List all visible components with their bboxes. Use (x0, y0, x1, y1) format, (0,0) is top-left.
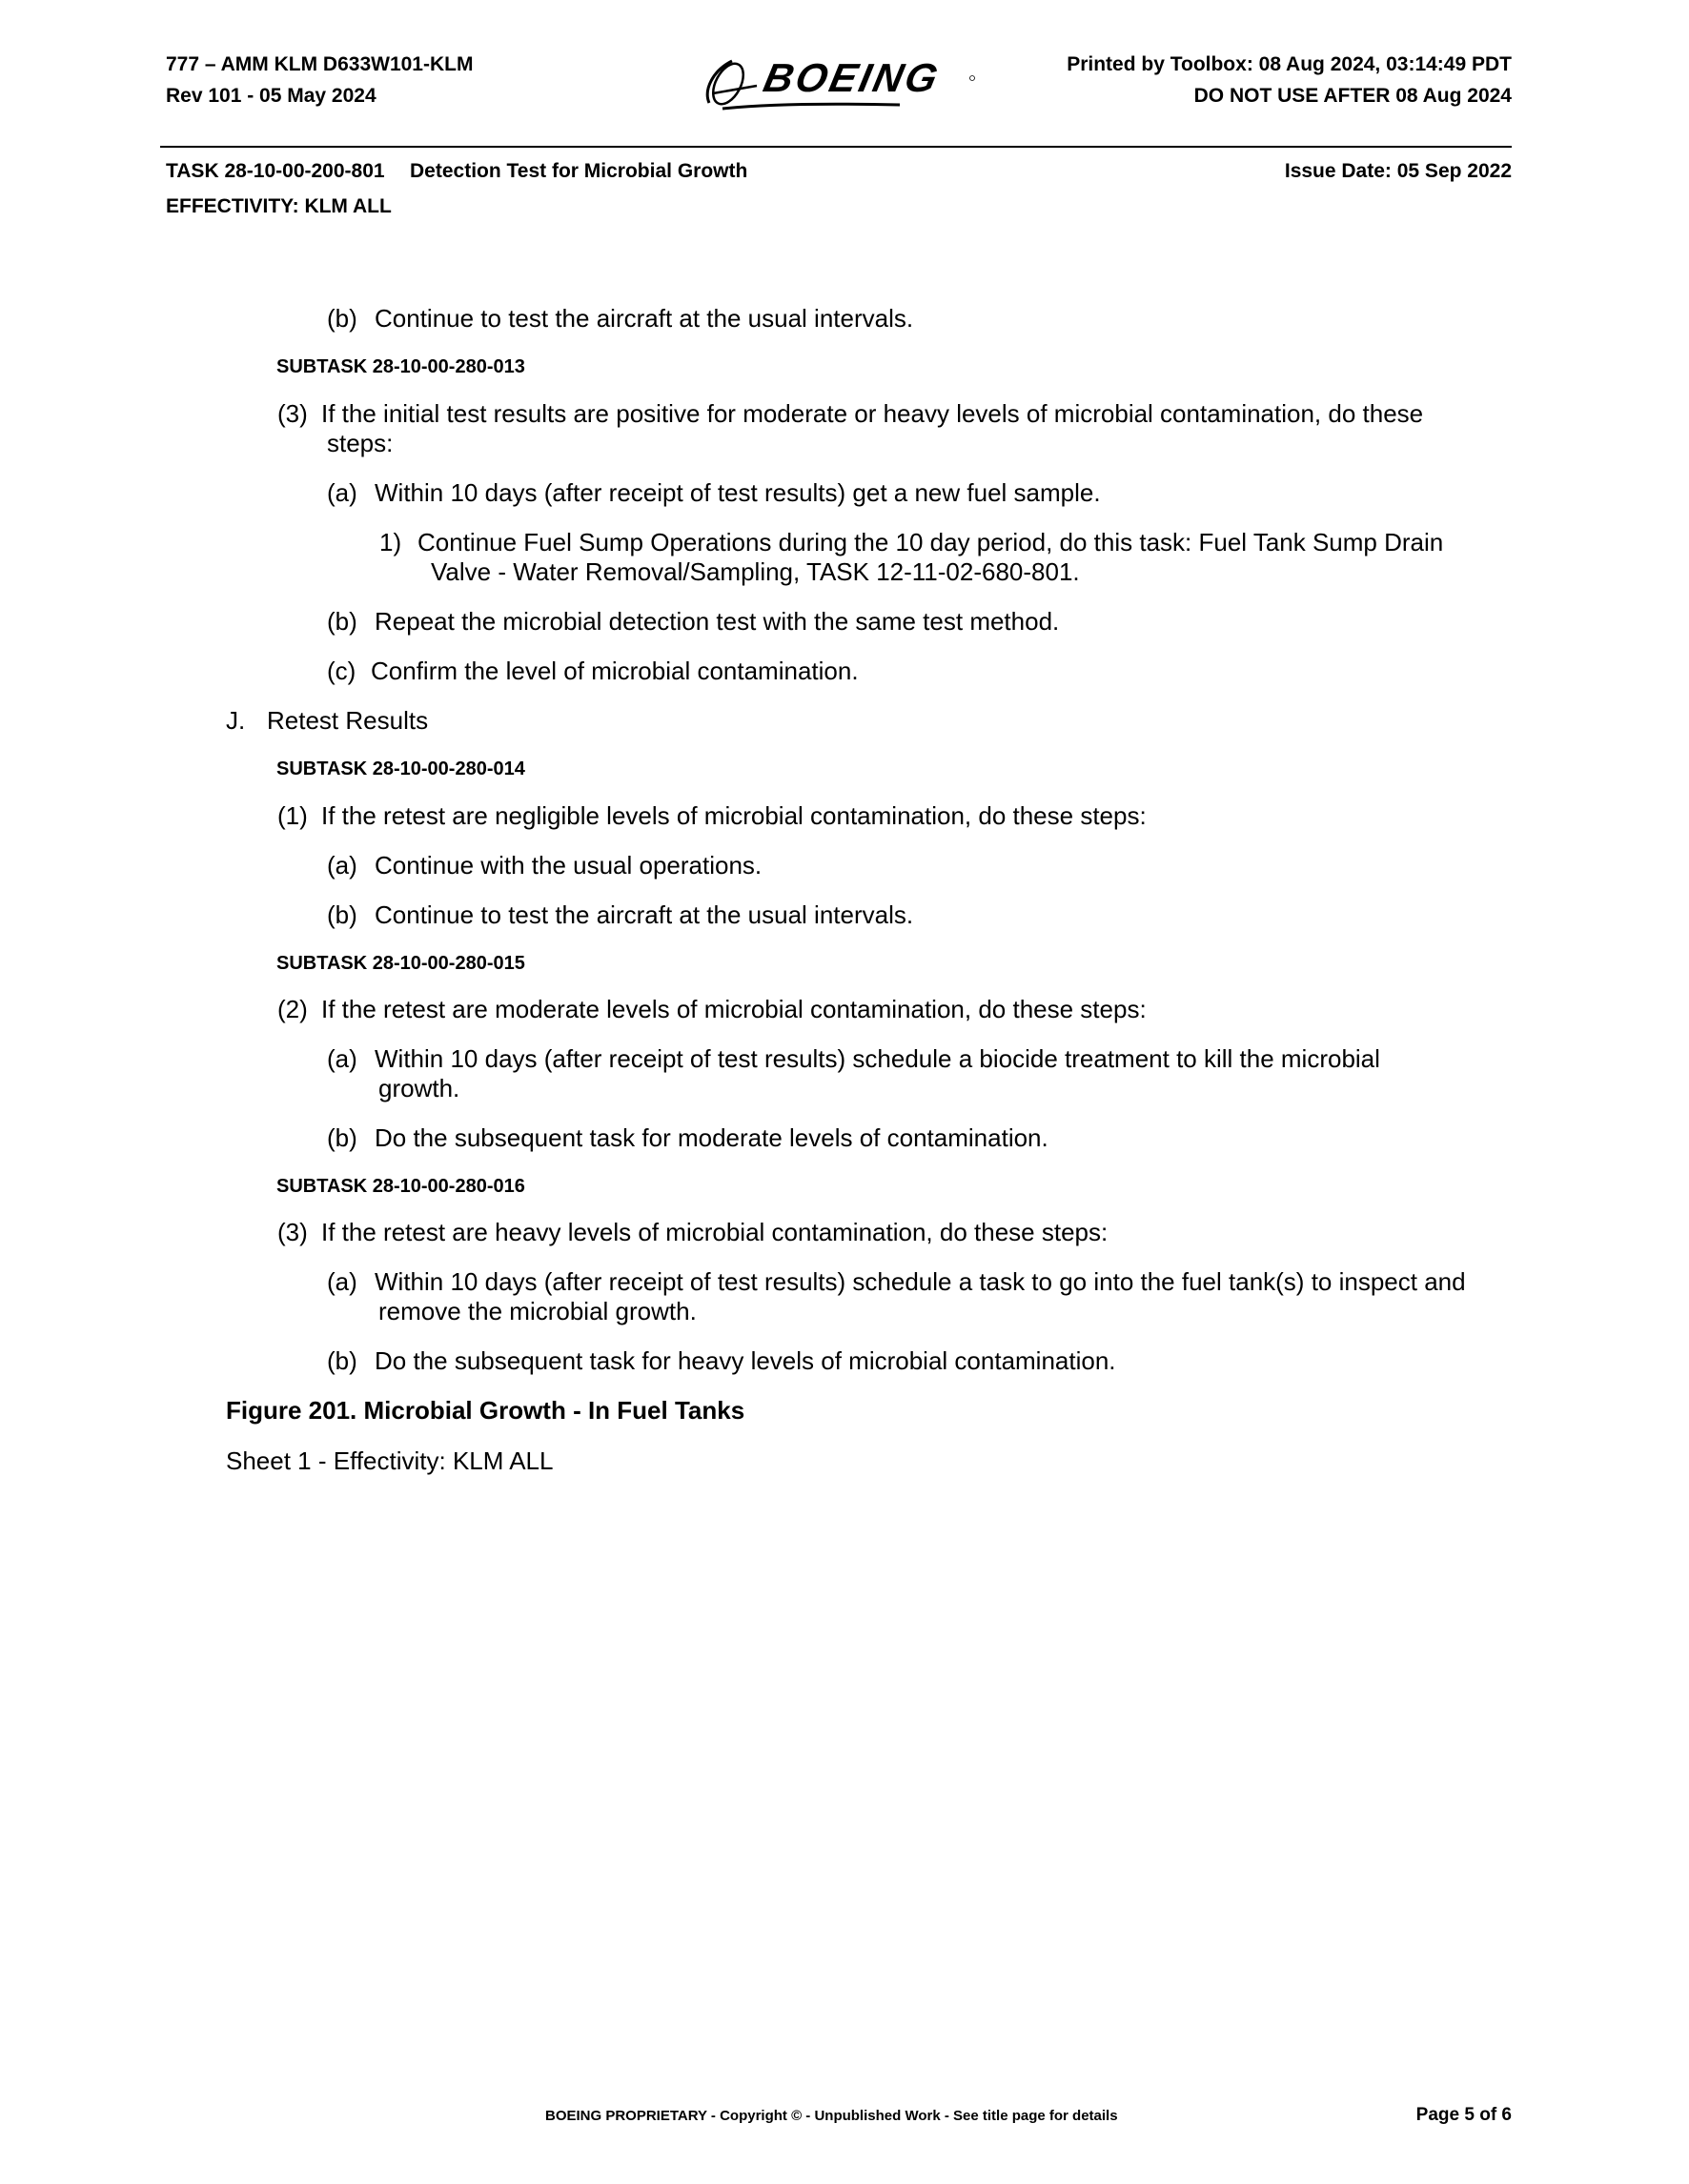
item-text: If the retest are heavy levels of microbial contamination, do these steps: (321, 1218, 1109, 1246)
item-text: Continue Fuel Sump Operations during the 10 day period, do this task: Fuel Tank Sump Drain (417, 528, 1444, 556)
list-item (277, 399, 1423, 429)
item-label: (b) (327, 1123, 357, 1152)
list-item (327, 1044, 1380, 1074)
list-item (277, 995, 1147, 1024)
revision-date: Rev 101 - 05 May 2024 (166, 85, 376, 107)
item-label: (1) (277, 801, 308, 830)
item-label: (2) (277, 995, 308, 1023)
item-text: If the initial test results are positive for moderate or heavy levels of microbial contamination, do these (321, 399, 1424, 428)
item-text: Repeat the microbial detection test with the same test method. (375, 607, 1060, 636)
item-label: (b) (327, 607, 357, 636)
document-id: 777 – AMM KLM D633W101-KLM (166, 53, 474, 75)
item-label: (3) (277, 1218, 308, 1246)
effectivity: EFFECTIVITY: KLM ALL (166, 195, 392, 217)
item-label: (b) (327, 1346, 357, 1375)
issue-date: Issue Date: 05 Sep 2022 (1284, 160, 1512, 182)
item-text: Do the subsequent task for heavy levels of microbial contamination. (375, 1346, 1116, 1375)
list-item (327, 478, 1101, 508)
boeing-logo (700, 48, 976, 116)
item-text: Continue to test the aircraft at the usual intervals. (375, 304, 914, 333)
item-text-continuation: remove the microbial growth. (378, 1297, 697, 1325)
item-text: Within 10 days (after receipt of test results) schedule a biocide treatment to kill the microbial (375, 1044, 1380, 1073)
list-item (327, 1267, 1466, 1297)
item-text: Continue to test the aircraft at the usual intervals. (375, 900, 914, 929)
task-title: Detection Test for Microbial Growth (410, 160, 748, 182)
section-label: J. (226, 706, 246, 735)
item-text: If the retest are moderate levels of microbial contamination, do these steps: (321, 995, 1147, 1023)
item-label: 1) (379, 528, 402, 556)
item-label: (3) (277, 399, 308, 428)
proprietary-notice: BOEING PROPRIETARY - Copyright © - Unpublished Work - See title page for details (545, 2108, 1118, 2124)
page-number: Page 5 of 6 (1415, 2105, 1512, 2125)
item-text: Do the subsequent task for moderate levels of contamination. (375, 1123, 1048, 1152)
list-item (327, 1346, 1116, 1376)
item-label: (b) (327, 900, 357, 929)
list-item (327, 304, 913, 334)
subtask-id: SUBTASK 28-10-00-280-016 (276, 1176, 525, 1197)
printed-by: Printed by Toolbox: 08 Aug 2024, 03:14:49 PDT (1067, 53, 1512, 75)
item-label: (a) (327, 1044, 357, 1073)
header-divider (160, 146, 1512, 148)
item-text: Within 10 days (after receipt of test results) get a new fuel sample. (375, 478, 1101, 507)
list-item (327, 1123, 1048, 1153)
item-label: (a) (327, 1267, 357, 1296)
list-item (327, 657, 859, 686)
item-text: Within 10 days (after receipt of test results) schedule a task to go into the fuel tank(s) to inspect and (375, 1267, 1466, 1296)
sheet-effectivity: Sheet 1 - Effectivity: KLM ALL (226, 1446, 554, 1475)
subtask-id: SUBTASK 28-10-00-280-013 (276, 356, 525, 377)
item-text-continuation: growth. (378, 1074, 460, 1102)
list-item (327, 607, 1059, 637)
item-text: Continue with the usual operations. (375, 851, 763, 880)
list-item (327, 900, 913, 930)
boeing-wordmark: BOEING (760, 55, 945, 100)
do-not-use-after: DO NOT USE AFTER 08 Aug 2024 (1193, 85, 1512, 107)
figure-title: Figure 201. Microbial Growth - In Fuel Tanks (226, 1396, 745, 1425)
item-text: Confirm the level of microbial contamination. (371, 657, 859, 685)
item-label: (a) (327, 478, 357, 507)
task-number: TASK 28-10-00-200-801 (166, 160, 385, 182)
item-label: (a) (327, 851, 357, 880)
list-item (327, 851, 762, 880)
subtask-id: SUBTASK 28-10-00-280-014 (276, 758, 525, 779)
list-item (277, 801, 1147, 831)
item-label: (c) (327, 657, 356, 685)
section-title: Retest Results (267, 706, 429, 735)
item-label: (b) (327, 304, 357, 333)
item-text-continuation: Valve - Water Removal/Sampling, TASK 12-11-02-680-801. (431, 557, 1080, 586)
subtask-id: SUBTASK 28-10-00-280-015 (276, 953, 525, 974)
item-text: If the retest are negligible levels of microbial contamination, do these steps: (321, 801, 1147, 830)
item-text-continuation: steps: (327, 429, 394, 457)
section-heading (226, 706, 428, 736)
list-item (277, 1218, 1108, 1247)
list-item (379, 528, 1443, 557)
